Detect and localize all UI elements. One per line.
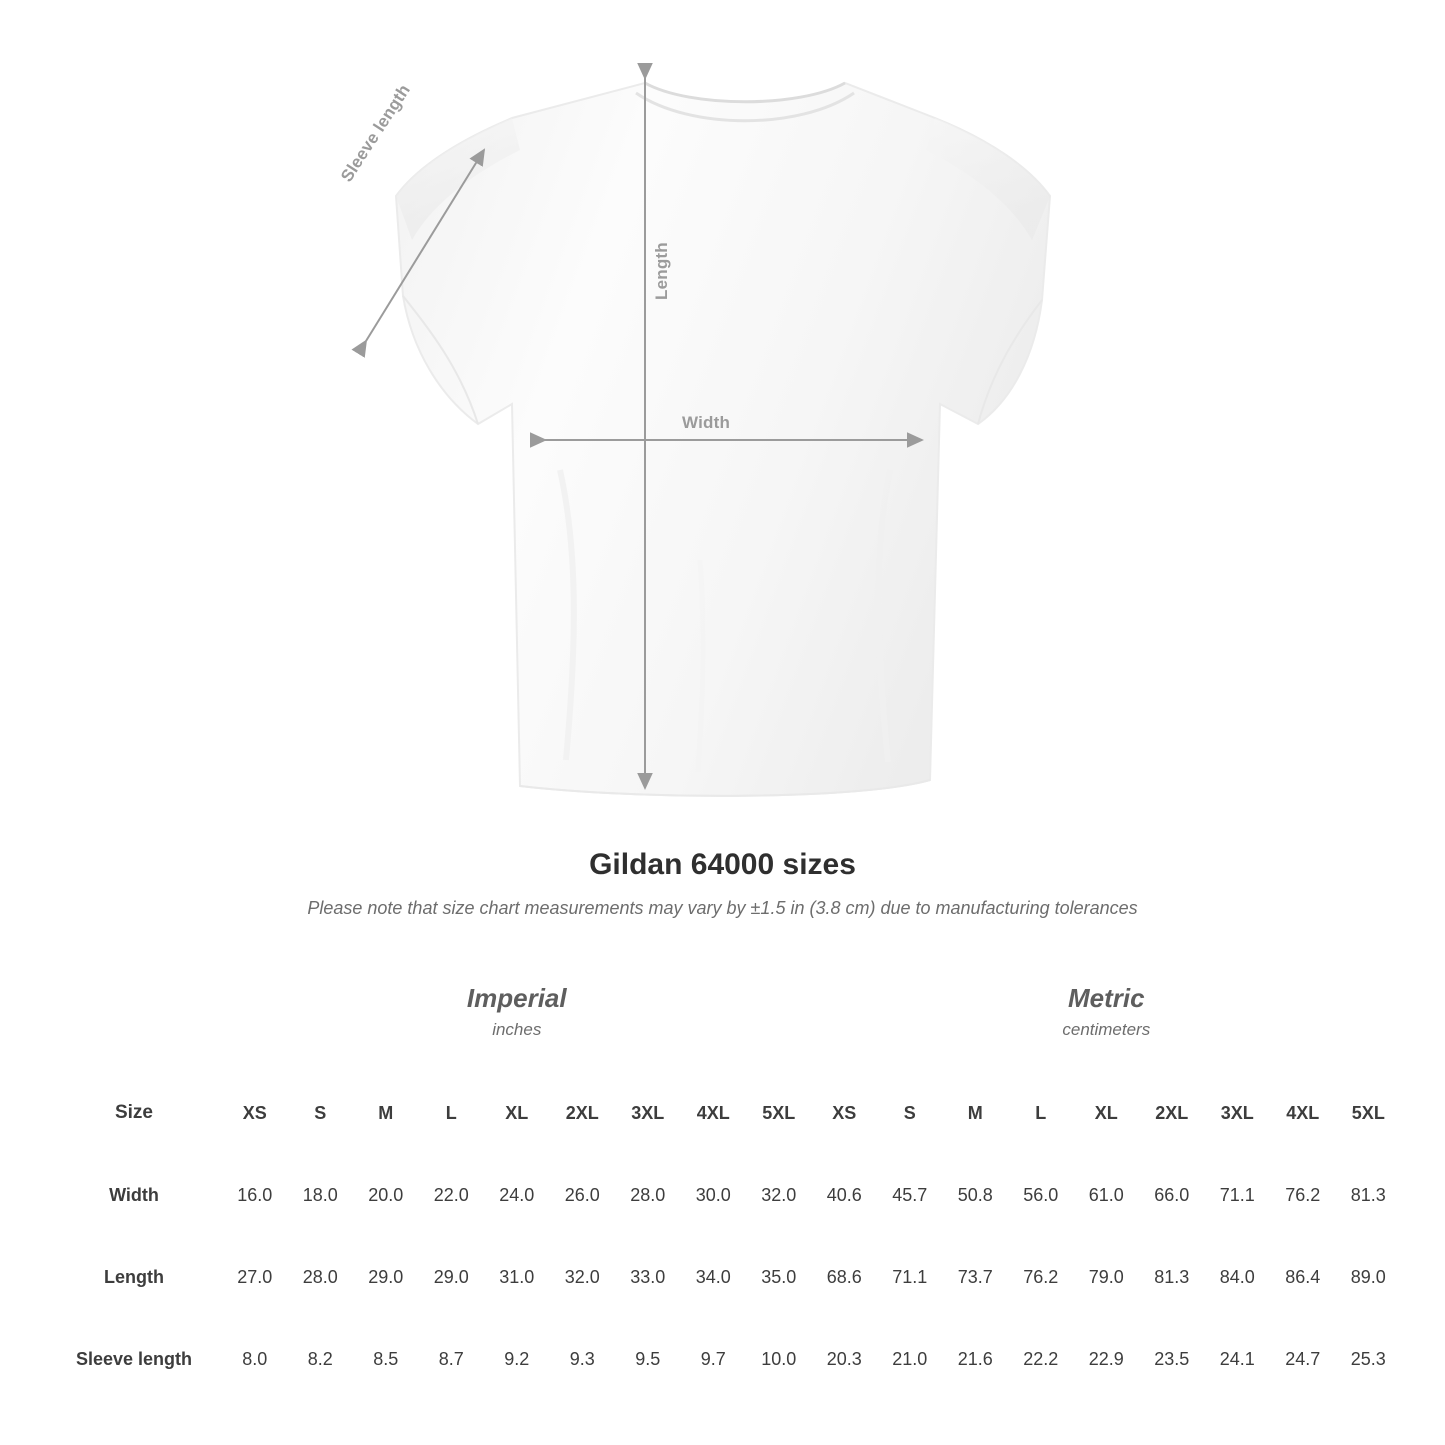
length-label: Length bbox=[652, 242, 671, 300]
unit-header-row bbox=[46, 952, 1401, 1072]
measurement-cell: 40.6 bbox=[812, 1154, 878, 1236]
size-cell: 2XL bbox=[550, 1072, 616, 1154]
size-cell: 3XL bbox=[1205, 1072, 1271, 1154]
row-label-sleeve-length: Sleeve length bbox=[46, 1318, 222, 1400]
measurement-cell: 81.3 bbox=[1139, 1236, 1205, 1318]
measurement-cell: 9.7 bbox=[681, 1318, 747, 1400]
measurement-cell: 71.1 bbox=[877, 1236, 943, 1318]
unit-header-imperial bbox=[222, 952, 812, 1072]
measurement-cell: 71.1 bbox=[1205, 1154, 1271, 1236]
tolerance-note: Please note that size chart measurements may vary by ±1.5 in (3.8 cm) due to manufacturing tolerances bbox=[307, 898, 1138, 918]
size-cell: L bbox=[419, 1072, 485, 1154]
measurement-cell: 8.2 bbox=[288, 1318, 354, 1400]
size-cell: XS bbox=[222, 1072, 288, 1154]
unit-header-spacer bbox=[46, 952, 222, 1072]
measurement-cell: 86.4 bbox=[1270, 1236, 1336, 1318]
measurement-cell: 89.0 bbox=[1336, 1236, 1402, 1318]
size-chart-table bbox=[45, 951, 1402, 1401]
measurement-cell: 8.0 bbox=[222, 1318, 288, 1400]
size-cell: S bbox=[877, 1072, 943, 1154]
measurement-cell: 25.3 bbox=[1336, 1318, 1402, 1400]
size-chart-table-wrapper bbox=[45, 951, 1400, 1401]
row-label-length: Length bbox=[46, 1236, 222, 1318]
measurement-cell: 22.2 bbox=[1008, 1318, 1074, 1400]
measurement-cell: 61.0 bbox=[1074, 1154, 1140, 1236]
measurement-cell: 20.3 bbox=[812, 1318, 878, 1400]
measurement-cell: 24.1 bbox=[1205, 1318, 1271, 1400]
measurement-cell: 18.0 bbox=[288, 1154, 354, 1236]
size-cell: S bbox=[288, 1072, 354, 1154]
measurement-cell: 22.9 bbox=[1074, 1318, 1140, 1400]
measurement-cell: 29.0 bbox=[419, 1236, 485, 1318]
measurement-cell: 84.0 bbox=[1205, 1236, 1271, 1318]
measurement-cell: 22.0 bbox=[419, 1154, 485, 1236]
measurement-cell: 24.7 bbox=[1270, 1318, 1336, 1400]
table-row bbox=[46, 1154, 1401, 1236]
size-header-row bbox=[46, 1072, 1401, 1154]
page-title: Gildan 64000 sizes bbox=[589, 848, 856, 881]
size-cell: 4XL bbox=[1270, 1072, 1336, 1154]
measurement-cell: 76.2 bbox=[1270, 1154, 1336, 1236]
measurement-cell: 28.0 bbox=[615, 1154, 681, 1236]
measurement-cell: 81.3 bbox=[1336, 1154, 1402, 1236]
imperial-name: Imperial bbox=[466, 983, 567, 1014]
measurement-cell: 34.0 bbox=[681, 1236, 747, 1318]
unit-header-metric bbox=[812, 952, 1402, 1072]
measurement-cell: 10.0 bbox=[746, 1318, 812, 1400]
measurement-cell: 29.0 bbox=[353, 1236, 419, 1318]
measurement-cell: 28.0 bbox=[288, 1236, 354, 1318]
measurement-cell: 24.0 bbox=[484, 1154, 550, 1236]
size-cell: 5XL bbox=[746, 1072, 812, 1154]
size-cell: L bbox=[1008, 1072, 1074, 1154]
measurement-cell: 27.0 bbox=[222, 1236, 288, 1318]
measurement-cell: 35.0 bbox=[746, 1236, 812, 1318]
measurement-cell: 32.0 bbox=[550, 1236, 616, 1318]
imperial-unit: inches bbox=[492, 1019, 542, 1039]
measurement-cell: 16.0 bbox=[222, 1154, 288, 1236]
measurement-cell: 21.0 bbox=[877, 1318, 943, 1400]
measurement-cell: 30.0 bbox=[681, 1154, 747, 1236]
measurement-cell: 9.2 bbox=[484, 1318, 550, 1400]
measurement-cell: 76.2 bbox=[1008, 1236, 1074, 1318]
measurement-cell: 9.5 bbox=[615, 1318, 681, 1400]
measurement-cell: 23.5 bbox=[1139, 1318, 1205, 1400]
measurement-cell: 32.0 bbox=[746, 1154, 812, 1236]
size-cell: XL bbox=[1074, 1072, 1140, 1154]
size-cell: 3XL bbox=[615, 1072, 681, 1154]
measurement-cell: 68.6 bbox=[812, 1236, 878, 1318]
measurement-cell: 9.3 bbox=[550, 1318, 616, 1400]
sleeve-length-label: Sleeve length bbox=[337, 80, 415, 186]
measurement-cell: 50.8 bbox=[943, 1154, 1009, 1236]
measurement-cell: 45.7 bbox=[877, 1154, 943, 1236]
measurement-cell: 73.7 bbox=[943, 1236, 1009, 1318]
measurement-cell: 33.0 bbox=[615, 1236, 681, 1318]
measurement-cell: 8.5 bbox=[353, 1318, 419, 1400]
size-cell: XS bbox=[812, 1072, 878, 1154]
size-cell: M bbox=[943, 1072, 1009, 1154]
size-cell: 4XL bbox=[681, 1072, 747, 1154]
measurement-cell: 79.0 bbox=[1074, 1236, 1140, 1318]
measurement-cell: 66.0 bbox=[1139, 1154, 1205, 1236]
measurement-cell: 56.0 bbox=[1008, 1154, 1074, 1236]
width-label: Width bbox=[682, 413, 731, 432]
size-cell: XL bbox=[484, 1072, 550, 1154]
measurement-cell: 8.7 bbox=[419, 1318, 485, 1400]
measurement-cell: 26.0 bbox=[550, 1154, 616, 1236]
size-cell: 5XL bbox=[1336, 1072, 1402, 1154]
size-row-label: Size bbox=[46, 1072, 222, 1154]
size-cell: M bbox=[353, 1072, 419, 1154]
metric-name: Metric bbox=[1068, 983, 1145, 1014]
measurement-cell: 20.0 bbox=[353, 1154, 419, 1236]
table-row bbox=[46, 1236, 1401, 1318]
row-label-width: Width bbox=[46, 1154, 222, 1236]
size-cell: 2XL bbox=[1139, 1072, 1205, 1154]
table-row bbox=[46, 1318, 1401, 1400]
measurement-cell: 21.6 bbox=[943, 1318, 1009, 1400]
metric-unit: centimeters bbox=[1062, 1019, 1151, 1039]
measurement-cell: 31.0 bbox=[484, 1236, 550, 1318]
